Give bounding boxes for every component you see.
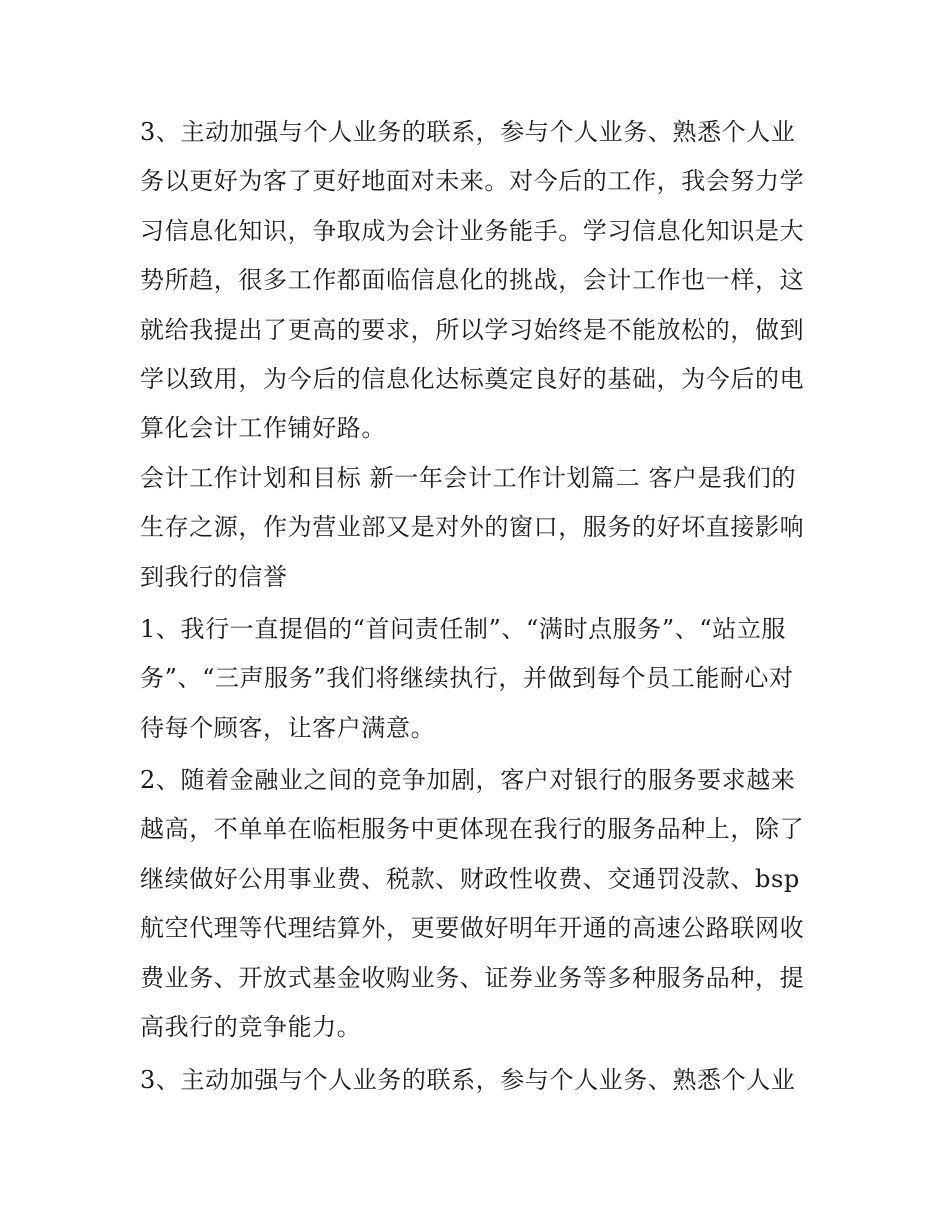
paragraph-personal-business-2 [140, 1056, 812, 1105]
text-line: 务以更好为客了更好地面对未来。对今后的工作，我会努力学 [140, 167, 805, 196]
text-line: 到我行的信誉 [140, 562, 288, 591]
text-line: 待每个顾客，让客户满意。 [140, 713, 436, 742]
text-line: 航空代理等代理结算外，更要做好明年开通的高速公路联网收 [140, 914, 805, 943]
text-line: 1、我行一直提倡的“首问责任制”、“满时点服务”、“站立服 [140, 614, 787, 643]
paragraph-plan-heading [140, 454, 812, 602]
text-line: 就给我提出了更高的要求，所以学习始终是不能放松的，做到 [140, 315, 805, 344]
text-line: 势所趋，很多工作都面临信息化的挑战，会计工作也一样，这 [140, 266, 805, 295]
text-line: 算化会计工作铺好路。 [140, 414, 386, 443]
text-line: 越高，不单单在临柜服务中更体现在我行的服务品种上，除了 [140, 815, 805, 844]
text-line: 习信息化知识，争取成为会计业务能手。学习信息化知识是大 [140, 216, 805, 245]
text-line: 学以致用，为今后的信息化达标奠定良好的基础，为今后的电 [140, 364, 805, 393]
text-line: 会计工作计划和目标 新一年会计工作计划篇二 客户是我们的 [140, 463, 797, 492]
text-line: 2、随着金融业之间的竞争加剧，客户对银行的服务要求越来 [140, 766, 796, 795]
text-line: 费业务、开放式基金收购业务、证券业务等多种服务品种，提 [140, 963, 805, 992]
text-line: 3、主动加强与个人业务的联系，参与个人业务、熟悉个人业 [140, 1066, 796, 1095]
text-line: 3、主动加强与个人业务的联系，参与个人业务、熟悉个人业 [140, 118, 796, 146]
paragraph-service-item-1 [140, 605, 812, 753]
paragraph-personal-business-1 [140, 108, 812, 454]
paragraph-service-item-2 [140, 756, 812, 1052]
document-body [140, 108, 812, 1106]
text-line: 继续做好公用事业费、税款、财政性收费、交通罚没款、bsp [140, 864, 800, 893]
text-line: 高我行的竞争能力。 [140, 1013, 362, 1042]
text-line: 生存之源，作为营业部又是对外的窗口，服务的好坏直接影响 [140, 513, 805, 542]
text-line: 务”、“三声服务”我们将继续执行，并做到每个员工能耐心对 [140, 664, 794, 693]
